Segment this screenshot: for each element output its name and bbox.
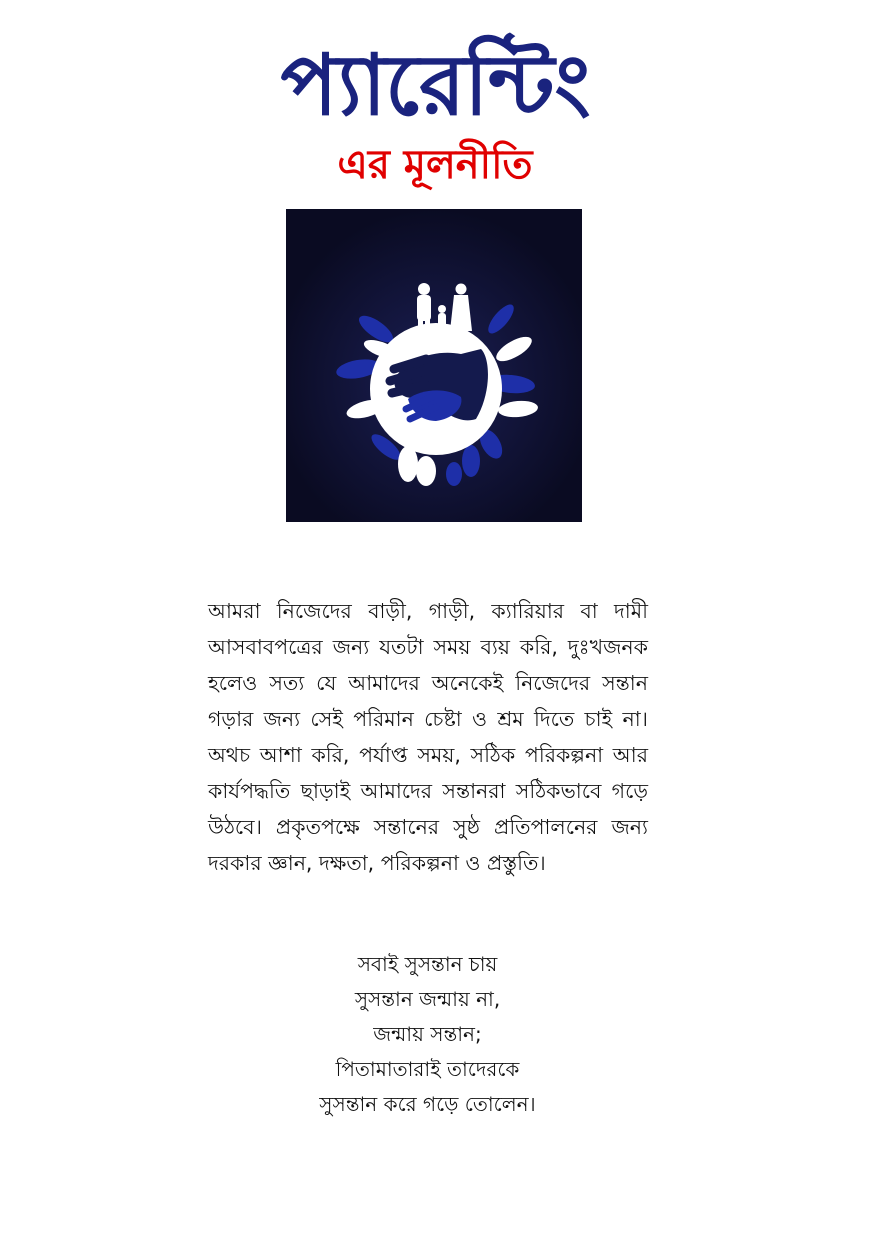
- page-title-text: প্যারেন্টিং: [280, 36, 590, 134]
- page-subtitle-text: এর মূলনীতি: [337, 142, 533, 188]
- poem-line: পিতামাতারাই তাদেরকে: [335, 1057, 520, 1081]
- poem-line: সুসন্তান জন্মায় না,: [354, 987, 501, 1011]
- poem-line: সুসন্তান করে গড়ে তোলেন।: [319, 1092, 536, 1116]
- poem-line: জন্মায় সন্তান;: [373, 1022, 482, 1046]
- hero-illustration: [286, 209, 582, 522]
- page-subtitle: [0, 140, 870, 190]
- page-title: [0, 30, 870, 140]
- poem-line: সবাই সুসন্তান চায়: [357, 952, 498, 976]
- family-globe-hands-icon: [286, 209, 582, 522]
- poem-block: [0, 947, 855, 1122]
- intro-paragraph: আমরা নিজেদের বাড়ী, গাড়ী, ক্যারিয়ার বা দামী আসবাবপত্রের জন্য যতটা সময় ব্যয় করি, দুঃখজনক হলেও সত্য যে আমাদের অনেকেই নিজেদের সন্তান গড়ার জন্য সেই পরিমান চেষ্টা ও শ্রম দিতে চাই না। অথচ আশা করি, পর্যাপ্ত সময়, সঠিক পরিকল্পনা আর কার্যপদ্ধতি ছাড়াই আমাদের সন্তানরা সঠিকভাবে গড়ে উঠবে। প্রকৃতপক্ষে সন্তানের সুষ্ঠ প্রতিপালনের জন্য দরকার জ্ঞান, দক্ষতা, পরিকল্পনা ও প্রস্তুতি।: [208, 599, 648, 875]
